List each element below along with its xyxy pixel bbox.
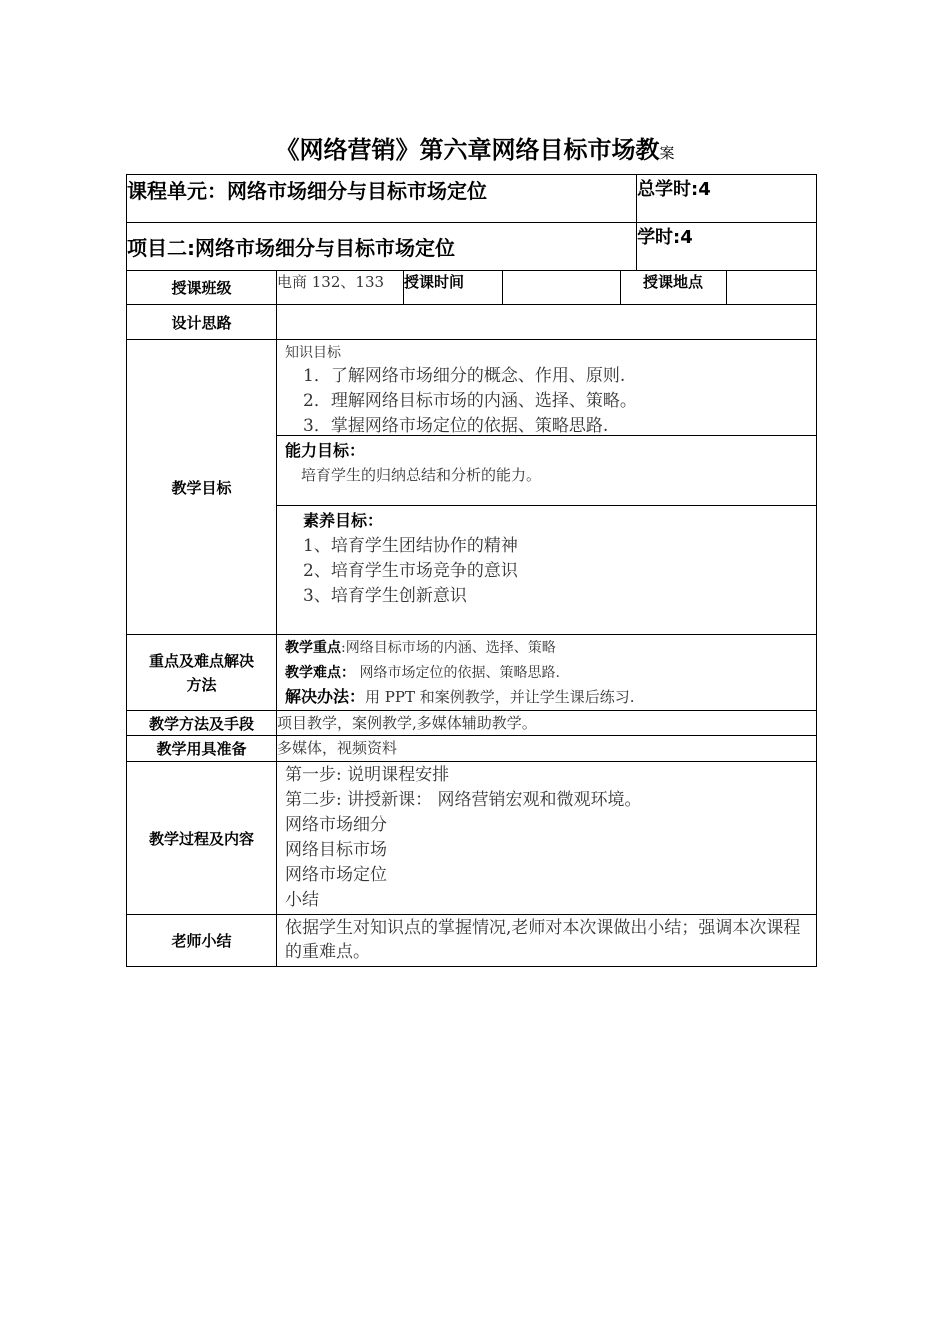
course-unit-row xyxy=(127,175,817,223)
summary-row xyxy=(127,915,817,967)
project-cell: 项目二:网络市场细分与目标市场定位 xyxy=(127,223,637,271)
focus-label: 教学重点 xyxy=(285,640,341,656)
process-line: 网络市场细分 xyxy=(285,815,387,835)
literacy-item: 2、培育学生市场竞争的意识 xyxy=(303,561,518,581)
process-line: 网络市场定位 xyxy=(285,865,387,885)
design-label: 设计思路 xyxy=(127,305,277,340)
objectives-row xyxy=(127,340,817,635)
place-value xyxy=(727,271,817,305)
design-row xyxy=(127,305,817,340)
design-value xyxy=(277,305,817,340)
class-label: 授课班级 xyxy=(127,271,277,305)
process-line: 网络目标市场 xyxy=(285,840,387,860)
process-cell xyxy=(277,762,817,915)
ability-block xyxy=(277,436,816,506)
tools-row xyxy=(127,736,817,762)
literacy-item: 3、培育学生创新意识 xyxy=(303,586,467,606)
ability-title: 能力目标： xyxy=(285,441,366,460)
objectives-cell xyxy=(277,340,817,635)
methods-label: 教学方法及手段 xyxy=(127,711,277,736)
total-hours-cell: 总学时:4 xyxy=(637,175,817,223)
focus-line xyxy=(285,636,808,660)
solution-label: 解决办法： xyxy=(285,687,366,706)
key-points-label xyxy=(127,635,277,711)
process-line: 小结 xyxy=(285,890,319,910)
lesson-plan-table xyxy=(126,174,817,967)
key-points-label-line1: 重点及难点解决 xyxy=(148,651,254,670)
key-points-row xyxy=(127,635,817,711)
knowledge-item: 1．了解网络市场细分的概念、作用、原则. xyxy=(303,366,626,386)
methods-row xyxy=(127,711,817,736)
process-row xyxy=(127,762,817,915)
literacy-title: 素养目标： xyxy=(303,511,384,530)
tools-value: 多媒体，视频资料 xyxy=(277,736,817,762)
knowledge-item: 3．掌握网络市场定位的依据、策略思路. xyxy=(303,416,609,436)
difficulty-line xyxy=(285,660,808,686)
literacy-block xyxy=(277,506,816,633)
project-row xyxy=(127,223,817,271)
time-label: 授课时间 xyxy=(404,271,503,305)
tools-label: 教学用具准备 xyxy=(127,736,277,762)
knowledge-item: 2．理解网络目标市场的内涵、选择、策略。 xyxy=(303,391,637,411)
knowledge-block xyxy=(277,340,816,436)
literacy-item: 1、培育学生团结协作的精神 xyxy=(303,536,518,556)
place-label: 授课地点 xyxy=(621,271,727,305)
difficulty-label: 教学难点： xyxy=(285,665,355,681)
key-points-cell xyxy=(277,635,817,711)
document-title-main: 《网络营销》第六章网络目标市场教 xyxy=(275,136,660,164)
key-points-label-line2: 方法 xyxy=(186,675,217,694)
time-value xyxy=(503,271,621,305)
knowledge-title: 知识目标 xyxy=(285,345,341,361)
solution-line xyxy=(285,686,808,708)
methods-value: 项目教学，案例教学,多媒体辅助教学。 xyxy=(277,711,817,736)
summary-label: 老师小结 xyxy=(127,915,277,967)
difficulty-text: 网络市场定位的依据、策略思路. xyxy=(355,665,560,681)
document-title-tail: 案 xyxy=(659,144,675,162)
process-line: 第二步: 讲授新课： 网络营销宏观和微观环境。 xyxy=(285,790,642,810)
class-value: 电商 132、133 xyxy=(277,271,404,305)
objectives-label: 教学目标 xyxy=(127,340,277,635)
ability-text: 培育学生的归纳总结和分析的能力。 xyxy=(301,466,542,484)
process-label: 教学过程及内容 xyxy=(127,762,277,915)
summary-value: 依据学生对知识点的掌握情况,老师对本次课做出小结；强调本次课程的重难点。 xyxy=(277,915,817,967)
solution-text: 用 PPT 和案例教学，并让学生课后练习. xyxy=(365,688,635,706)
document-title xyxy=(0,130,950,165)
focus-text: :网络目标市场的内涵、选择、策略 xyxy=(341,640,556,656)
hours-cell: 学时:4 xyxy=(637,223,817,271)
process-line: 第一步: 说明课程安排 xyxy=(285,765,450,785)
course-unit-cell: 课程单元：网络市场细分与目标市场定位 xyxy=(127,175,637,223)
class-info-row xyxy=(127,271,817,305)
